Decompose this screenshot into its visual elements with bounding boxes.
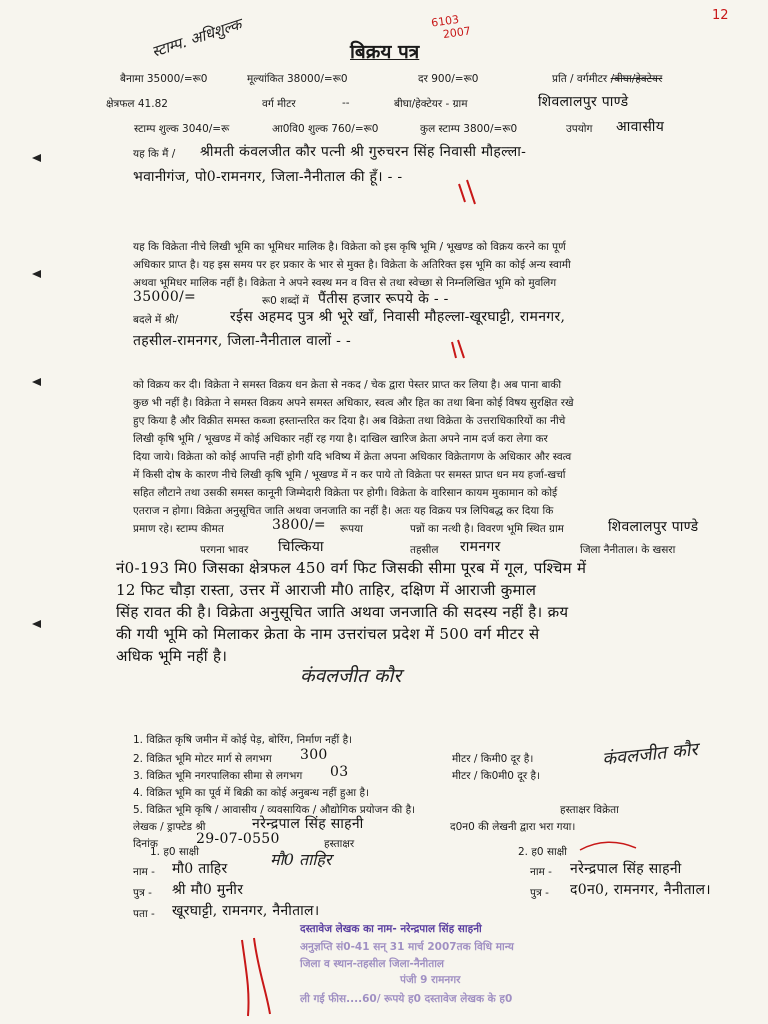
margin-arrow-icon (32, 154, 41, 162)
para2-line-2: कुछ भी नहीं है। विक्रेता ने समस्त विक्रय अपने समस्त अधिकार, स्वत्व और हित का तथा बिना कोई विषय सुरक्षित रखे (133, 397, 574, 409)
gram-label: बीघा/हेक्टेयर - ग्राम (394, 98, 468, 110)
bainama: बैनामा 35000/=रू0 (120, 73, 208, 85)
hastakshar-label: हस्ताक्षर (324, 838, 355, 850)
lekhak-value: नरेन्द्रपाल सिंह साहनी (252, 816, 364, 832)
tehsil-value: रामनगर (460, 539, 501, 555)
witness1-pata-label: पता - (133, 908, 155, 920)
amount: 35000/= (133, 289, 197, 305)
writer-stamp-line-5: ली गई फीस....60/ रूपये ह0 दस्तावेज लेखक के ह0 (300, 993, 513, 1005)
varg-meter: वर्ग मीटर (262, 98, 296, 110)
writer-stamp-line-1: दस्तावेज लेखक का नाम- नरेन्द्रपाल सिंह साहनी (300, 923, 482, 935)
stamp-scribble: स्टाम्प. अधिशुल्क (149, 15, 244, 61)
condition-2a: 2. विक्रित भूमि मोटर मार्ग से लगभग (133, 753, 272, 765)
para1-line-3: अथवा भूमिधर मालिक नहीं है। विक्रेता ने अपने स्वस्थ मन व वित्त से तथा स्वेच्छा से निम्नलिखित भूमि को मुवलिग (133, 277, 557, 289)
witness2-label: 2. ह0 साक्षी (518, 846, 568, 858)
tehsil-label: तहसील (410, 544, 439, 556)
para2-line-7: सहित लौटाने तथा उसकी समस्त कानूनी जिम्मेदारी विक्रेता पर होगी। विक्रेता के वारिसान कायम मुकामान को कोई (133, 487, 558, 499)
red-ref-number: 6103 2007 (430, 12, 472, 42)
page-title: बिक्रय पत्र (350, 41, 420, 63)
margin-arrow-icon (32, 620, 41, 628)
date-value: 29-07-0550 (196, 831, 280, 847)
witness1-putra-label: पुत्र - (133, 887, 152, 899)
amount-words: पैंतीस हजार रूपये के - - (318, 291, 449, 307)
gram-name: शिवलालपुर पाण्डे (538, 94, 629, 110)
land-line-2: 12 फिट चौड़ा रास्ता, उत्तर में आराजी मौ0 ताहिर, दक्षिण में आराजी कुमाल (116, 581, 537, 599)
para2-line-3: हुए किया है और विक्रीत समस्त कब्जा हस्तान्तरित कर दिया है। अब विक्रेता तथा विक्रेता के उत्तराधिकारियों का नीचे (133, 415, 566, 427)
lekhak-label: लेखक / ड्राफ्टेड श्री (133, 821, 206, 833)
condition-2b: मीटर / किमी0 दूर है। (452, 753, 534, 765)
upyog-label: उपयोग (566, 123, 593, 135)
prati-label: प्रति / वर्गमीटर /बीघा/हेक्टेयर (552, 73, 663, 85)
condition-1: 1. विक्रित कृषि जमीन में कोई पेड़, बोरिंग, निर्माण नहीं है। (133, 734, 353, 746)
condition-5: 5. विक्रित भूमि कृषि / आवासीय / व्यवसायिक / औद्योगिक प्रयोजन की है। (133, 804, 416, 816)
dash: -- (342, 97, 350, 109)
pargana-value: चिल्किया (278, 539, 324, 555)
para2-line-9b: रूपया (340, 523, 363, 535)
lekhak-note: द0न0 की लेखनी द्वारा भरा गया। (450, 821, 576, 833)
witness2-putra: द0न0, रामनगर, नैनीताल। (570, 882, 711, 898)
condition-3-value: 03 (330, 764, 349, 780)
condition-4: 4. विक्रित भूमि का पूर्व में बिक्री का कोई अनुबन्ध नहीं हुआ है। (133, 787, 370, 799)
red-underline-icon (578, 836, 638, 856)
margin-arrow-icon (32, 378, 41, 386)
badle-label: बदले में श्री/ (133, 314, 179, 326)
red-mark-icon (236, 930, 276, 1020)
seller-signature-2: कंवलजीत कौर (601, 739, 699, 770)
land-line-5: अधिक भूमि नहीं है। (116, 647, 228, 665)
upyog-value: आवासीय (616, 119, 665, 135)
condition-3a: 3. विक्रित भूमि नगरपालिका सीमा से लगभग (133, 770, 303, 782)
district-label: जिला नैनीताल। के खसरा (580, 544, 676, 556)
witness1-putra: श्री मौ0 मुनीर (172, 882, 244, 898)
stamp-shulk: स्टाम्प शुल्क 3040/=रू (134, 123, 230, 135)
para2-line-4: लिखी कृषि भूमि / भूखण्ड में कोई अधिकार नहीं रह गया है। दाखिल खारिज क्रेता अपने नाम दर्ज करा लेगा कर (133, 433, 548, 445)
para1-line-1: यह कि विक्रेता नीचे लिखी भूमि का भूमिधर मालिक है। विक्रेता को इस कृषि भूमि / भूखण्ड को विक्रय करने का पूर्ण (133, 241, 566, 253)
witness2-naam: नरेन्द्रपाल सिंह साहनी (570, 861, 682, 877)
pargana-label: परगना भावर (200, 544, 249, 556)
witness1-signature: मौ0 ताहिर (270, 850, 332, 869)
buyer-line-1: रईस अहमद पुत्र श्री भूरे खाँ, निवासी मौहल्ला-खूरघाट्टी, रामनगर, (230, 309, 566, 325)
writer-stamp-line-4: पंजी 9 रामनगर (400, 974, 461, 986)
kshetrafal: क्षेत्रफल 41.82 (106, 98, 168, 110)
seller-line-1: श्रीमती कंवलजीत कौर पत्नी श्री गुरुचरन सिंह निवासी मौहल्ला- (200, 144, 527, 160)
para2-line-9c: पन्नों का नत्थी है। विवरण भूमि स्थित ग्राम (410, 523, 564, 535)
land-line-4: की गयी भूमि को मिलाकर क्रेता के नाम उत्तरांचल प्रदेश में 500 वर्ग मीटर से (116, 625, 540, 643)
red-check-icon (455, 176, 481, 206)
page-number: 12 (712, 8, 729, 23)
village-name: शिवलालपुर पाण्डे (608, 519, 699, 535)
condition-2-value: 300 (300, 747, 328, 763)
kul-stamp: कुल स्टाम्प 3800/=रू0 (420, 123, 518, 135)
red-check-icon (448, 336, 468, 362)
margin-arrow-icon (32, 270, 41, 278)
witness1-pata: खूरघाट्टी, रामनगर, नैनीताल। (172, 903, 320, 919)
witness2-putra-label: पुत्र - (530, 887, 549, 899)
para2-line-6: में किसी दोष के कारण नीचे लिखी कृषि भूमि / भूखण्ड में न कर पाये तो विक्रेता पर समस्त प्राप्त धन मय हर्जा-खर्चा (133, 469, 566, 481)
writer-stamp-line-3: जिला व स्थान-तहसील जिला-नैनीताल (300, 958, 445, 970)
aavi-shulk: आ0वि0 शुल्क 760/=रू0 (272, 123, 379, 135)
land-line-1: नं0-193 मि0 जिसका क्षेत्रफल 450 वर्ग फिट जिसकी सीमा पूरब में गूल, पश्चिम में (116, 559, 587, 577)
mulyankit: मूल्यांकित 38000/=रू0 (247, 73, 348, 85)
para2-line-1: को विक्रय कर दी। विक्रेता ने समस्त विक्रय धन क्रेता से नकद / चेक द्वारा पेस्तर प्राप्त कर लिया है। अब पाना बाकी (133, 379, 562, 391)
land-line-3: सिंह रावत की है। विक्रेता अनुसूचित जाति अथवा जनजाति की सदस्य नहीं है। क्रय (116, 603, 569, 621)
stamp-value: 3800/= (272, 517, 326, 533)
amount-words-label: रू0 शब्दों में (262, 295, 309, 307)
seller-intro-label: यह कि मैं / (133, 148, 176, 160)
date-label: दिनांक (133, 838, 158, 850)
para2-line-9a: प्रमाण रहे। स्टाम्प कीमत (133, 523, 224, 535)
seller-signature: कंवलजीत कौर (300, 665, 402, 687)
writer-stamp-line-2: अनुज्ञप्ति सं0-41 सन् 31 मार्च 2007तक विधि मान्य (300, 941, 514, 953)
buyer-line-2: तहसील-रामनगर, जिला-नैनीताल वालों - - (133, 333, 351, 349)
seller-line-2: भवानीगंज, पो0-रामनगर, जिला-नैनीताल की हूँ। - - (133, 169, 403, 185)
witness1-naam: मौ0 ताहिर (172, 861, 228, 877)
para2-line-8: एतराज न होगा। विक्रेता अनुसूचित जाति अथवा जनजाति का नहीं है। अतः यह विक्रय पत्र लिपिबद्ध कर दिया कि (133, 505, 554, 517)
para2-line-5: दिया जाये। विक्रेता को कोई आपत्ति नहीं होगी यदि भविष्य में क्रेता अपना अधिकार विक्रेतागण के अधिकार और स्वत्व (133, 451, 572, 463)
witness1-naam-label: नाम - (133, 866, 155, 878)
dar: दर 900/=रू0 (418, 73, 479, 85)
seller-sign-label: हस्ताक्षर विक्रेता (560, 804, 619, 816)
para1-line-2: अधिकार प्राप्त है। यह इस समय पर हर प्रकार के भार से मुक्त है। विक्रेता के अतिरिक्त इस भूमि का कोई अन्य स्वामी (133, 259, 571, 271)
condition-3b: मीटर / कि0मी0 दूर है। (452, 770, 541, 782)
witness1-label: 1. ह0 साक्षी (150, 846, 200, 858)
witness2-naam-label: नाम - (530, 866, 552, 878)
